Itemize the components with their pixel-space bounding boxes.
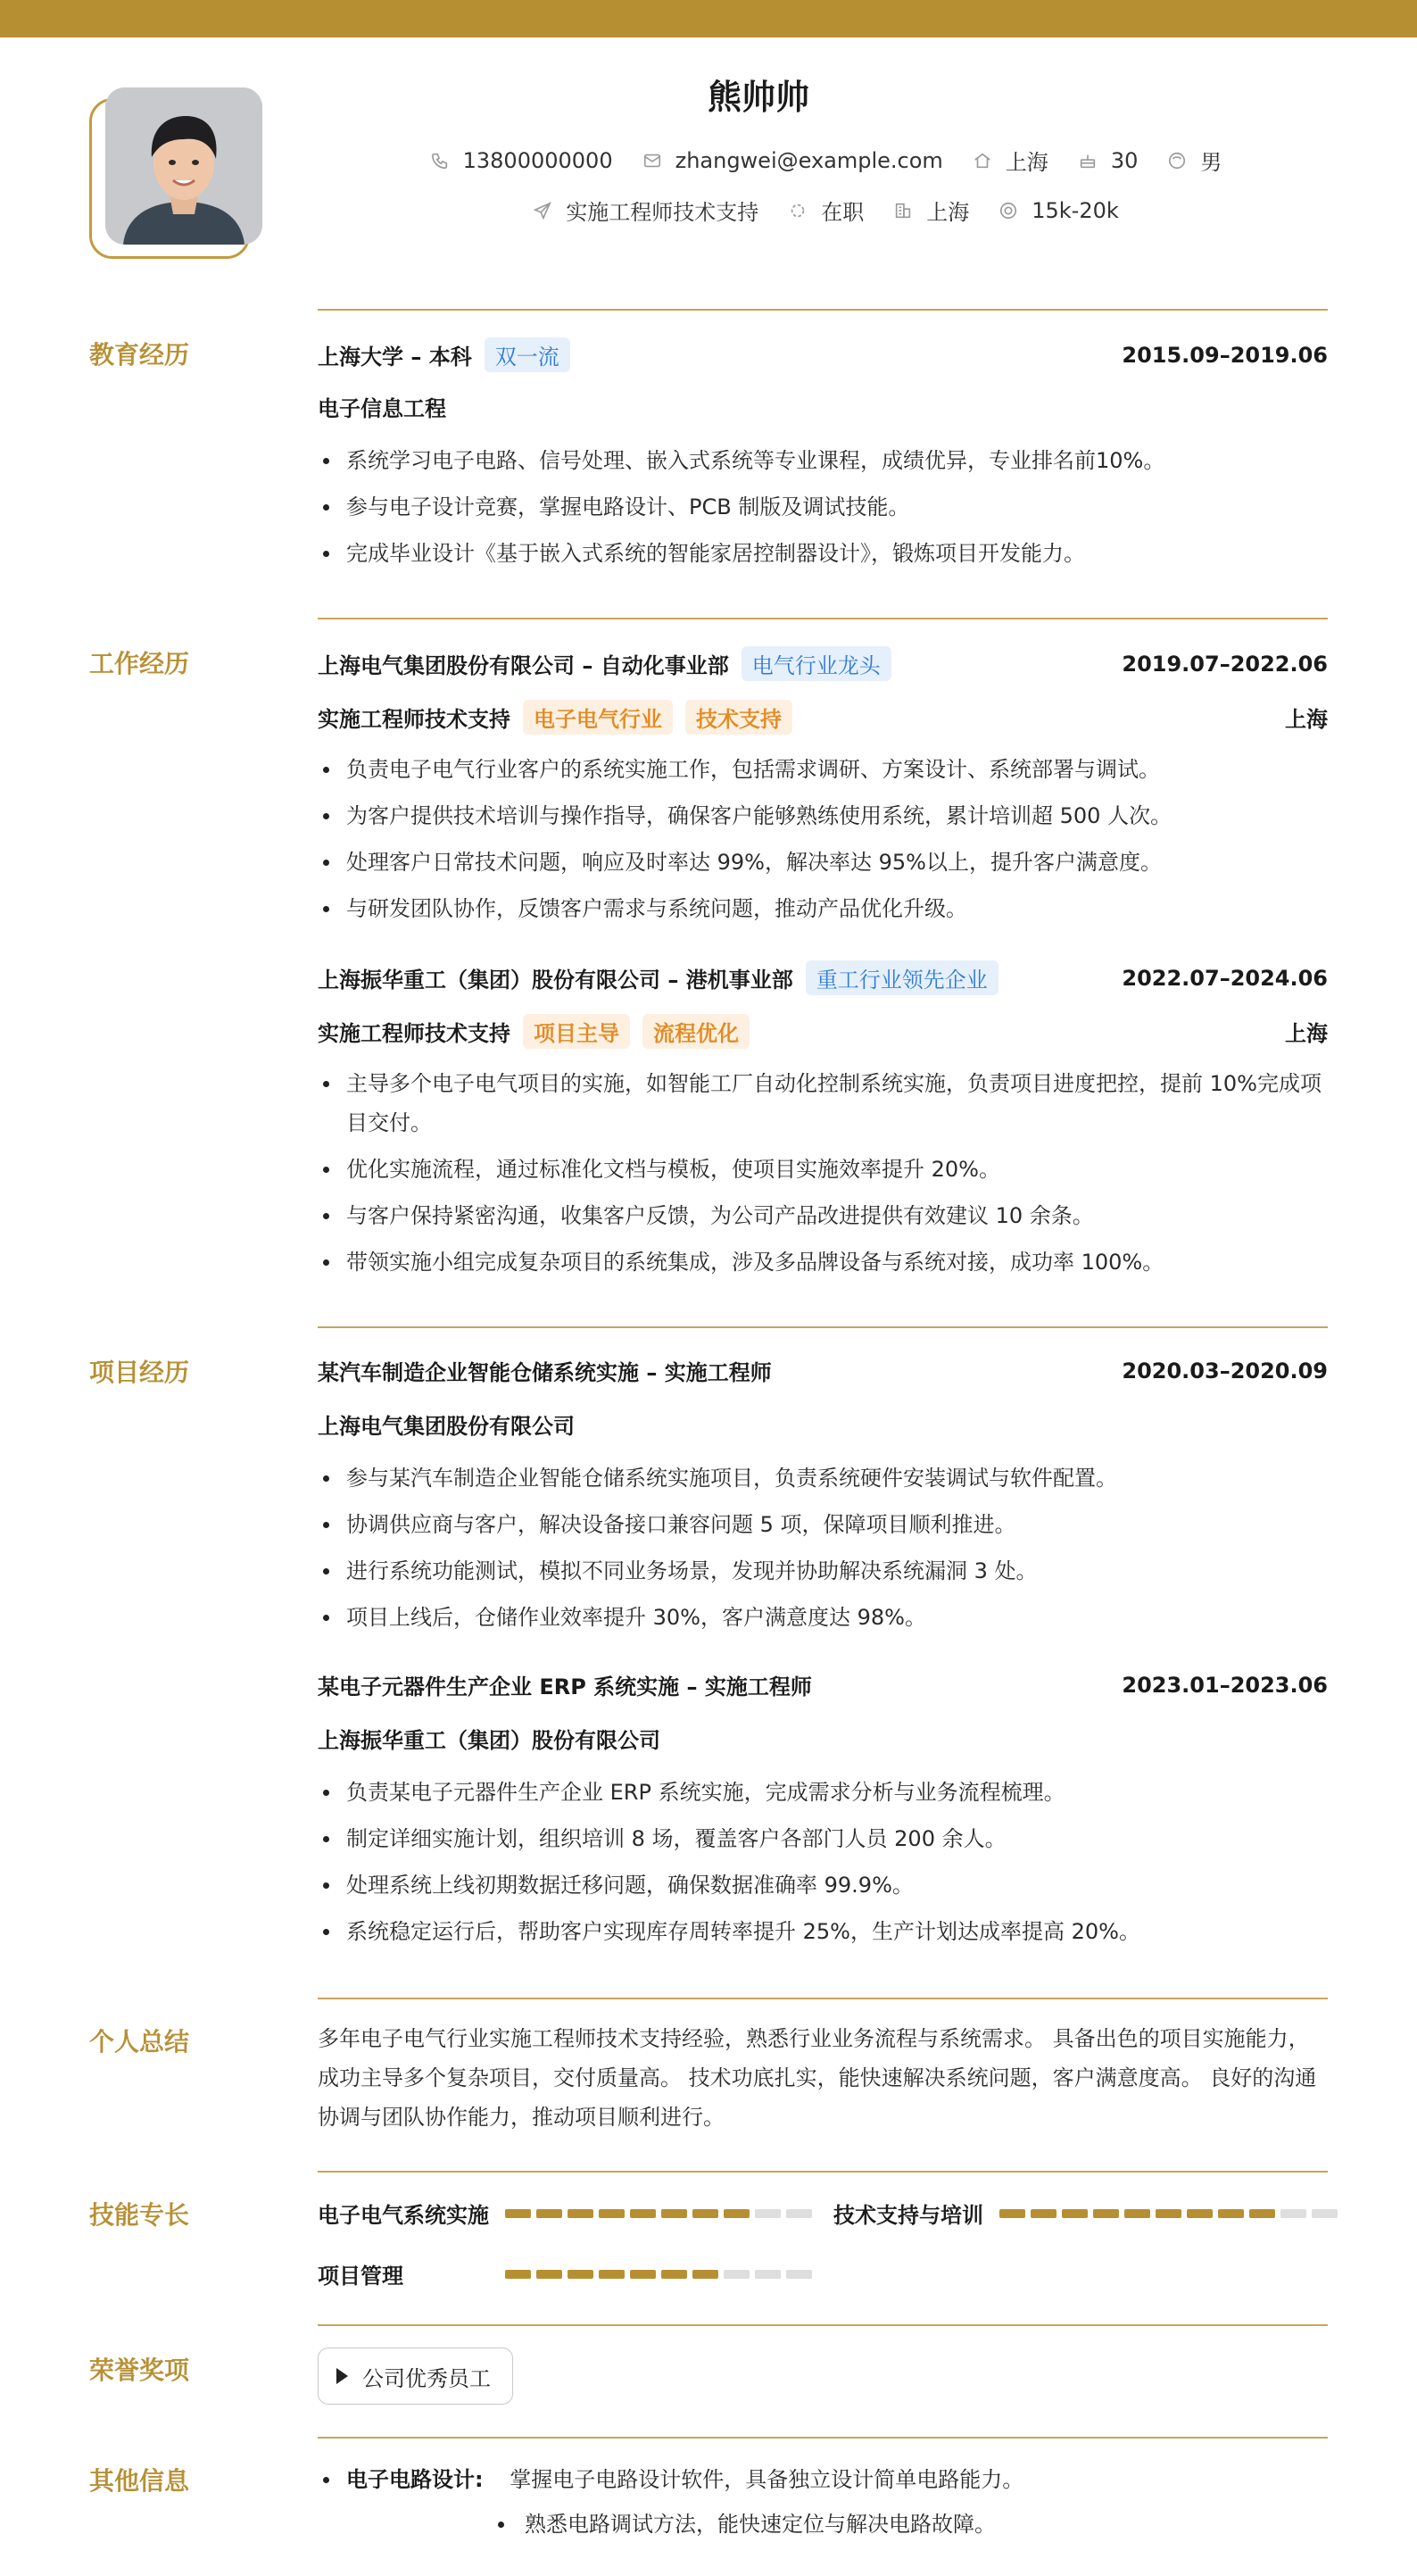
awards-divider: [318, 2324, 1328, 2326]
work-date: 2022.07–2024.06: [1122, 965, 1328, 991]
skill-item: [318, 2258, 812, 2289]
email-text: zhangwei@example.com: [675, 147, 943, 173]
list-item: 系统稳定运行后，帮助客户实现库存周转率提升 25%，生产计划达成率提高 20%。: [318, 1912, 1328, 1951]
send-icon: [532, 200, 553, 221]
skill-item: [833, 2198, 1338, 2229]
age-item: [1077, 148, 1139, 173]
skill-segment: [1031, 2209, 1057, 2218]
education-date: 2015.09–2019.06: [1122, 342, 1328, 368]
list-item: 制定详细实施计划，组织培训 8 场，覆盖客户各部门人员 200 余人。: [318, 1819, 1328, 1858]
skill-name: 电子电气系统实施: [318, 2203, 489, 2228]
phone-text: 13800000000: [462, 147, 613, 173]
role-name: 实施工程师技术支持: [318, 707, 510, 732]
phone-icon: [429, 150, 451, 171]
summary-text: [318, 2019, 1328, 2137]
work-2-header: [318, 960, 1328, 995]
education-divider: [318, 309, 1328, 311]
major-row: [318, 391, 1328, 422]
skill-segment: [1156, 2209, 1181, 2218]
skill-segment: [630, 2209, 656, 2218]
contact-row: [312, 145, 1338, 176]
list-item: 参与某汽车制造企业智能仓储系统实施项目，负责系统硬件安装调试与软件配置。: [318, 1458, 1328, 1498]
avatar: [89, 87, 264, 262]
skill-segment: [692, 2209, 718, 2218]
summary-title: 个人总结: [89, 2027, 190, 2057]
other-item: 掌握电子电路设计软件，具备独立设计简单电路能力。: [510, 2467, 1024, 2492]
education-title: 教育经历: [89, 340, 190, 370]
location-text: 上海: [1005, 150, 1048, 175]
list-item: 进行系统功能测试，模拟不同业务场景，发现并协助解决系统漏洞 3 处。: [318, 1551, 1328, 1591]
list-item: 处理客户日常技术问题，响应及时率达 99%，解决率达 95%以上，提升客户满意度。: [318, 843, 1328, 882]
major-name: 电子信息工程: [318, 396, 446, 421]
summary-line: 协调与团队协作能力，推动项目顺利进行。: [318, 2105, 725, 2130]
skill-segment: [568, 2209, 593, 2218]
job-target-text: 实施工程师技术支持: [566, 200, 759, 225]
skill-segment: [1093, 2209, 1119, 2218]
work-2-bullets: [318, 1064, 1328, 1289]
skill-name: 技术支持与培训: [833, 2203, 983, 2228]
bullet-dot: [323, 2477, 329, 2483]
education-bullets: [318, 441, 1328, 580]
company-tag: 电气行业龙头: [742, 646, 891, 681]
skill-segment: [1187, 2209, 1213, 2218]
skill-segment: [1218, 2209, 1244, 2218]
project-date: 2020.03–2020.09: [1122, 1358, 1328, 1384]
skill-segment: [536, 2270, 562, 2279]
work-1-bullets: [318, 750, 1328, 935]
project-2-header: [318, 1669, 1328, 1700]
skill-segment: [724, 2209, 750, 2218]
skill-segment: [786, 2270, 812, 2279]
skill-segment: [724, 2270, 750, 2279]
skill-segment: [661, 2209, 687, 2218]
skill-segment: [1062, 2209, 1088, 2218]
other-item: 熟悉电路调试方法，能快速定位与解决电路故障。: [525, 2512, 996, 2537]
company-name: 上海振华重工（集团）股份有限公司 – 港机事业部: [318, 968, 793, 993]
other-label: 电子电路设计:: [346, 2467, 484, 2492]
list-item: 处理系统上线初期数据迁移问题，确保数据准确率 99.9%。: [318, 1866, 1328, 1905]
awards-title: 荣誉奖项: [89, 2356, 190, 2385]
target-city-item: [892, 195, 969, 226]
skill-segment: [599, 2270, 625, 2279]
work-title: 工作经历: [89, 649, 190, 678]
skills-divider: [318, 2171, 1328, 2173]
job-intent-row: [312, 195, 1338, 226]
other-line: [318, 2462, 1328, 2497]
work-date: 2019.07–2022.06: [1122, 651, 1328, 677]
home-icon: [972, 150, 993, 171]
skill-segment: [630, 2270, 656, 2279]
project-org: 上海振华重工（集团）股份有限公司: [318, 1728, 660, 1753]
salary-item: [998, 198, 1119, 223]
candidate-name: 熊帅帅: [707, 78, 809, 117]
skill-level-bar: [505, 2209, 812, 2218]
summary-line: 成功主导多个复杂项目，交付质量高。 技术功底扎实，能快速解决系统问题，客户满意度高。 良好的沟通: [318, 2065, 1317, 2090]
award-item[interactable]: [318, 2347, 513, 2405]
mail-icon: [642, 150, 663, 171]
work-divider: [318, 618, 1328, 619]
other-info: [318, 2462, 1328, 2542]
projects-title: 项目经历: [89, 1358, 190, 1387]
skill-segment: [505, 2270, 531, 2279]
bullet-dot: [498, 2522, 504, 2528]
skill-segment: [786, 2209, 812, 2218]
status-icon: [787, 200, 808, 221]
skill-segment: [568, 2270, 593, 2279]
list-item: 参与电子设计竞赛，掌握电路设计、PCB 制版及调试技能。: [318, 487, 1328, 527]
location-item: [972, 145, 1048, 176]
project-date: 2023.01–2023.06: [1122, 1672, 1328, 1698]
gender-item: [1166, 145, 1222, 176]
list-item: 主导多个电子电气项目的实施，如智能工厂自动化控制系统实施，负责项目进度把控，提前 10%完成项目交付。: [318, 1064, 1328, 1143]
cake-icon: [1077, 150, 1098, 171]
award-label: 公司优秀员工: [362, 2365, 491, 2391]
salary-text: 15k-20k: [1032, 197, 1119, 223]
company-tag: 重工行业领先企业: [806, 960, 999, 995]
project-1-org-row: [318, 1408, 1328, 1440]
list-item: 与客户保持紧密沟通，收集客户反馈，为公司产品改进提供有效建议 10 余条。: [318, 1196, 1328, 1235]
top-accent-bar: [0, 0, 1417, 37]
list-item: 系统学习电子电路、信号处理、嵌入式系统等专业课程，成绩优异，专业排名前10%。: [318, 441, 1328, 480]
status-text: 在职: [821, 200, 865, 225]
project-org: 上海电气集团股份有限公司: [318, 1414, 575, 1439]
skill-segment: [599, 2209, 625, 2218]
skills-title: 技能专长: [89, 2200, 190, 2230]
skill-segment: [999, 2209, 1025, 2218]
project-title: 某汽车制造企业智能仓储系统实施 – 实施工程师: [318, 1360, 772, 1385]
avatar-photo: [105, 87, 262, 245]
skill-segment: [1280, 2209, 1306, 2218]
age-text: 30: [1110, 147, 1139, 173]
skill-level-bar: [505, 2270, 812, 2279]
project-1-bullets: [318, 1458, 1328, 1644]
project-1-header: [318, 1355, 1328, 1386]
role-name: 实施工程师技术支持: [318, 1021, 510, 1046]
user-icon: [1166, 150, 1188, 171]
project-title: 某电子元器件生产企业 ERP 系统实施 – 实施工程师: [318, 1674, 812, 1699]
summary-divider: [318, 1998, 1328, 1999]
school-tag: 双一流: [485, 337, 570, 372]
list-item: 与研发团队协作，反馈客户需求与系统问题，推动产品优化升级。: [318, 889, 1328, 928]
role-tag: 电子电气行业: [523, 700, 673, 735]
skill-level-bar: [999, 2209, 1338, 2218]
summary-line: 多年电子电气行业实施工程师技术支持经验，熟悉行业业务流程与系统需求。 具备出色的项目实施能力，: [318, 2026, 1310, 2051]
project-2-org-row: [318, 1723, 1328, 1754]
education-header: [318, 337, 1328, 372]
work-1-role-row: [318, 700, 1328, 735]
work-city: 上海: [1285, 1021, 1328, 1046]
list-item: 项目上线后，仓储作业效率提升 30%，客户满意度达 98%。: [318, 1598, 1328, 1637]
role-tag: 项目主导: [523, 1014, 630, 1049]
company-name: 上海电气集团股份有限公司 – 自动化事业部: [318, 653, 729, 678]
skill-segment: [1124, 2209, 1150, 2218]
list-item: 负责电子电气行业客户的系统实施工作，包括需求调研、方案设计、系统部署与调试。: [318, 750, 1328, 789]
building-icon: [892, 200, 914, 221]
list-item: 优化实施流程，通过标准化文档与模板，使项目实施效率提升 20%。: [318, 1150, 1328, 1189]
skill-segment: [536, 2209, 562, 2218]
skill-segment: [505, 2209, 531, 2218]
skill-item: [318, 2198, 812, 2229]
phone-item: [429, 148, 613, 173]
role-tag: 流程优化: [642, 1014, 750, 1049]
skill-segment: [755, 2270, 781, 2279]
skill-segment: [661, 2270, 687, 2279]
skill-segment: [1312, 2209, 1338, 2218]
work-city: 上海: [1285, 707, 1328, 732]
email-item: [642, 148, 943, 173]
skill-name: 项目管理: [318, 2264, 403, 2289]
target-city-text: 上海: [926, 200, 970, 225]
list-item: 为客户提供技术培训与操作指导，确保客户能够熟练使用系统，累计培训超 500 人次。: [318, 796, 1328, 835]
play-triangle-icon: [336, 2368, 348, 2384]
list-item: 负责某电子元器件生产企业 ERP 系统实施，完成需求分析与业务流程梳理。: [318, 1773, 1328, 1812]
other-title: 其他信息: [89, 2466, 190, 2496]
work-2-role-row: [318, 1014, 1328, 1049]
gender-text: 男: [1200, 150, 1222, 175]
projects-divider: [318, 1326, 1328, 1328]
list-item: 带领实施小组完成复杂项目的系统集成，涉及多品牌设备与系统对接，成功率 100%。: [318, 1242, 1328, 1282]
other-divider: [318, 2437, 1328, 2439]
coin-icon: [998, 200, 1019, 221]
job-target-item: [532, 195, 758, 226]
school-name: 上海大学 – 本科: [318, 345, 472, 370]
list-item: 完成毕业设计《基于嵌入式系统的智能家居控制器设计》，锻炼项目开发能力。: [318, 534, 1328, 573]
list-item: 协调供应商与客户，解决设备接口兼容问题 5 项，保障项目顺利推进。: [318, 1505, 1328, 1544]
role-tag: 技术支持: [685, 700, 792, 735]
work-1-header: [318, 646, 1328, 681]
project-2-bullets: [318, 1773, 1328, 1958]
other-line: [318, 2506, 1328, 2542]
skill-segment: [755, 2209, 781, 2218]
skill-segment: [692, 2270, 718, 2279]
skill-segment: [1249, 2209, 1275, 2218]
status-item: [787, 195, 864, 226]
